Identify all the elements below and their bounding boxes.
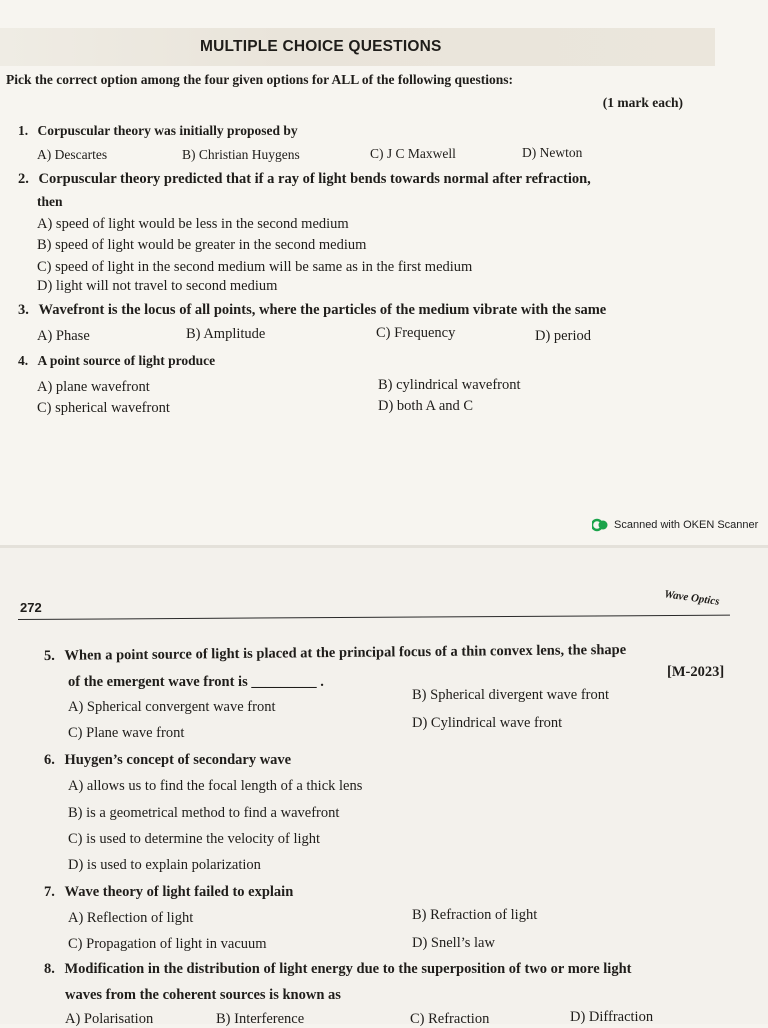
question-8-line-2: waves from the coherent sources is known as (65, 987, 341, 1003)
question-6 (44, 752, 291, 769)
running-head: Wave Optics (663, 588, 721, 608)
section-title: MULTIPLE CHOICE QUESTIONS (200, 38, 442, 55)
question-text: Wave theory of light failed to explain (64, 884, 294, 900)
question-text-line-1: When a point source of light is placed at the principal focus of a thin convex lens, the shape (64, 641, 627, 664)
page-number: 272 (20, 600, 42, 615)
question-1 (18, 123, 298, 139)
q1-option-c: C) J C Maxwell (370, 146, 456, 161)
q1-option-d: D) Newton (522, 145, 583, 160)
q6-option-b: B) is a geometrical method to find a wavefront (68, 805, 340, 821)
q8-option-a: A) Polarisation (65, 1011, 154, 1027)
scanner-watermark (592, 518, 758, 532)
exam-year-tag: [M-2023] (667, 664, 725, 680)
q4-option-d: D) both A and C (378, 398, 474, 414)
question-number: 4. (18, 353, 29, 368)
q4-option-b: B) cylindrical wavefront (378, 377, 521, 393)
q8-option-c: C) Refraction (410, 1011, 490, 1027)
q1-option-a: A) Descartes (37, 147, 108, 162)
question-text-line-1: Corpuscular theory predicted that if a ray of light bends towards normal after refraction, (38, 171, 591, 187)
q7-option-b: B) Refraction of light (412, 907, 538, 923)
question-text: A point source of light produce (37, 353, 216, 368)
q2-option-a: A) speed of light would be less in the second medium (37, 216, 349, 232)
question-2-line-2: then (37, 194, 63, 209)
question-number: 7. (44, 884, 55, 900)
question-number: 8. (44, 961, 55, 977)
question-3 (18, 302, 606, 319)
q5-option-d: D) Cylindrical wave front (412, 715, 563, 731)
question-4 (18, 353, 215, 369)
q1-option-b: B) Christian Huygens (182, 147, 300, 162)
q6-option-d: D) is used to explain polarization (68, 857, 261, 873)
question-number: 5. (43, 647, 55, 664)
question-5-line-2: of the emergent wave front is _________ . (68, 674, 324, 690)
question-2 (18, 171, 591, 188)
q7-option-a: A) Reflection of light (68, 910, 194, 926)
q4-option-a: A) plane wavefront (37, 379, 150, 395)
question-8 (44, 961, 631, 978)
q7-option-c: C) Propagation of light in vacuum (68, 936, 267, 952)
q5-option-a: A) Spherical convergent wave front (68, 699, 276, 715)
q2-option-d: D) light will not travel to second medium (37, 278, 278, 294)
q3-option-b: B) Amplitude (186, 326, 266, 342)
q3-option-d: D) period (535, 328, 591, 344)
question-number: 1. (18, 123, 29, 138)
q4-option-c: C) spherical wavefront (37, 400, 170, 416)
question-text: Corpuscular theory was initially proposed by (37, 123, 298, 138)
question-number: 6. (44, 752, 55, 768)
question-number: 2. (18, 171, 29, 187)
question-text: Wavefront is the locus of all points, where the particles of the medium vibrate with the same (38, 302, 607, 318)
question-text: Huygen’s concept of secondary wave (64, 752, 292, 768)
q2-option-c: C) speed of light in the second medium will be same as in the first medium (37, 259, 473, 275)
q3-option-a: A) Phase (37, 328, 90, 344)
question-number: 3. (18, 302, 29, 318)
q2-option-b: B) speed of light would be greater in the second medium (37, 237, 367, 253)
q5-option-b: B) Spherical divergent wave front (412, 687, 610, 703)
scanner-label: Scanned with OKEN Scanner (614, 519, 759, 531)
marks-note: (1 mark each) (602, 95, 683, 110)
question-7 (44, 884, 293, 901)
q3-option-c: C) Frequency (376, 325, 456, 341)
q8-option-d: D) Diffraction (570, 1009, 654, 1025)
q6-option-c: C) is used to determine the velocity of light (68, 831, 321, 847)
q5-option-c: C) Plane wave front (68, 725, 185, 741)
question-text-line-1: Modification in the distribution of light energy due to the superposition of two or more light (64, 961, 632, 977)
q7-option-d: D) Snell’s law (412, 935, 495, 951)
instruction-text: Pick the correct option among the four given options for ALL of the following questions: (6, 72, 514, 87)
oken-scanner-icon (592, 518, 608, 532)
q6-option-a: A) allows us to find the focal length of a thick lens (68, 778, 363, 794)
q8-option-b: B) Interference (216, 1011, 305, 1027)
